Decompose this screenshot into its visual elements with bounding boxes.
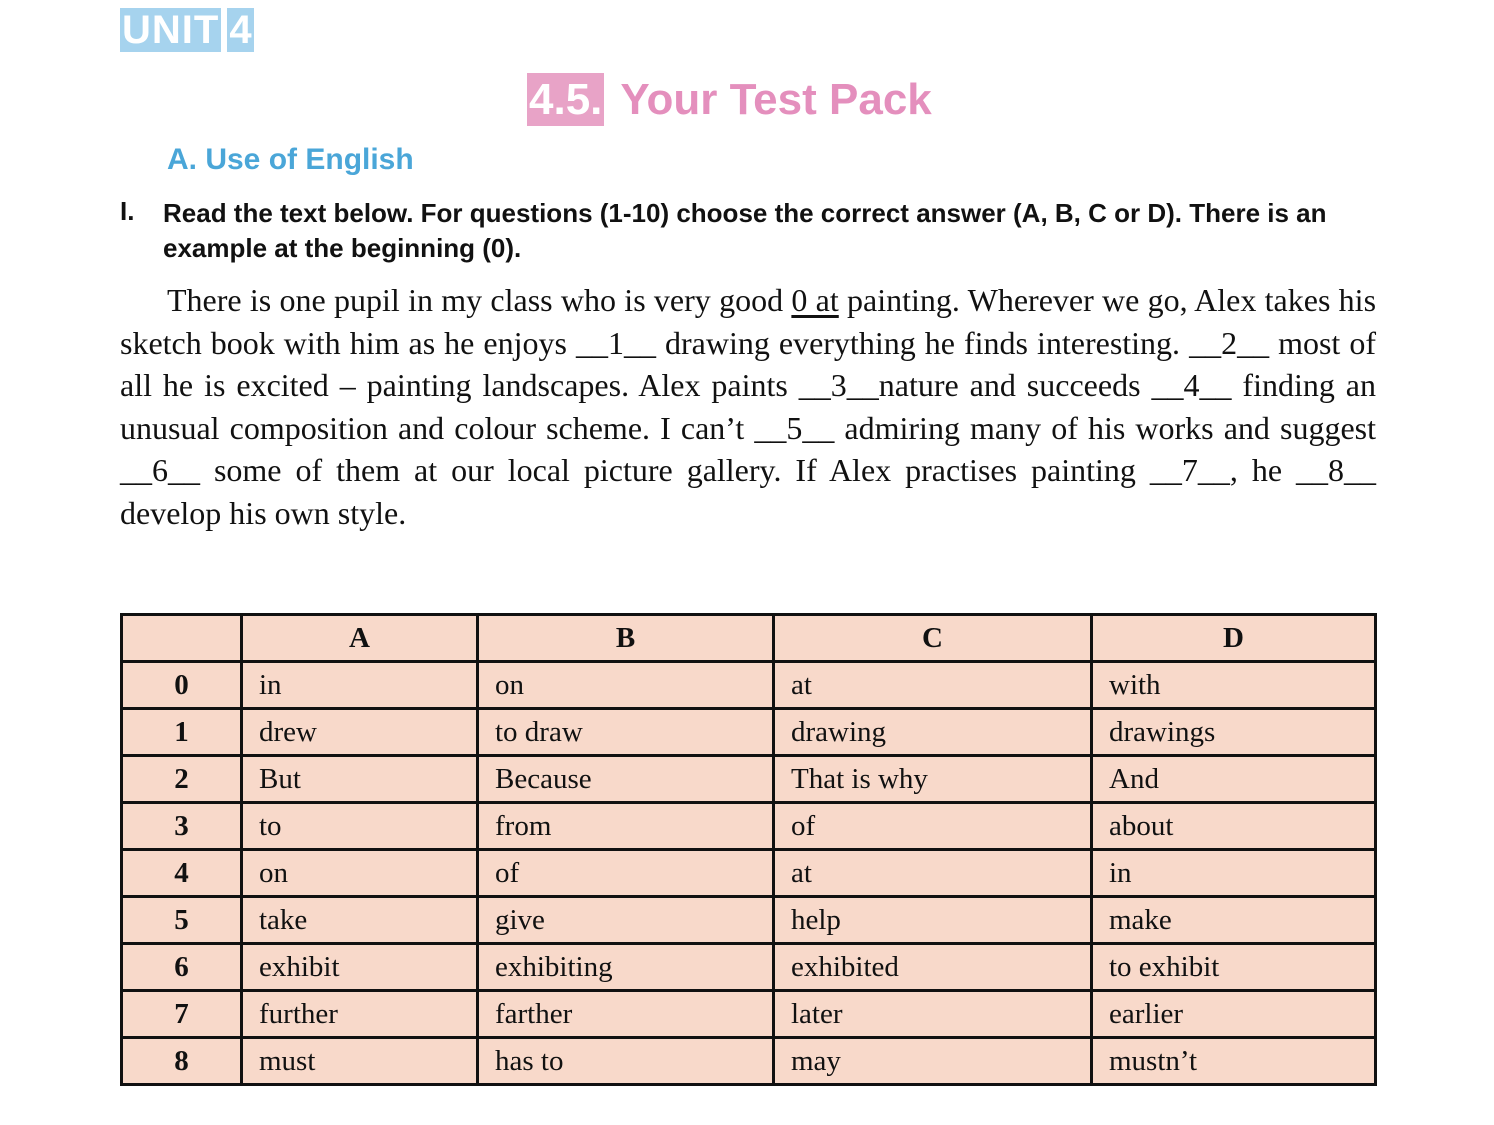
option-c: at: [774, 850, 1092, 897]
option-b: Because: [478, 756, 774, 803]
header-cell-c: C: [774, 615, 1092, 662]
option-b: farther: [478, 991, 774, 1038]
option-d: earlier: [1092, 991, 1376, 1038]
option-b: on: [478, 662, 774, 709]
table-row: [122, 991, 1376, 1038]
option-b: has to: [478, 1038, 774, 1085]
task-number: I.: [120, 196, 135, 226]
option-c: help: [774, 897, 1092, 944]
passage-part-1: There is one pupil in my class who is very good: [167, 282, 792, 318]
passage-example: 0 at: [791, 282, 839, 318]
option-c: later: [774, 991, 1092, 1038]
option-a: exhibit: [242, 944, 478, 991]
option-b: of: [478, 850, 774, 897]
passage-part-2: painting. Wherever we go, Alex takes his sketch book with him as he enjoys __1__ drawing everything he finds interesting. __2__ most of all he is excited – painting landscapes. Alex paints __3__nature and succeeds __4__ finding an unusual composition and colour scheme. I can’t __5__ admiring many of his works and suggest __6__ some of them at our local picture gallery. If Alex practises painting __7__, he __8__ develop his own style.: [120, 282, 1377, 531]
unit-label: [120, 8, 254, 52]
table-header-row: [122, 615, 1376, 662]
option-d: with: [1092, 662, 1376, 709]
reading-passage: [120, 279, 1376, 535]
option-d: drawings: [1092, 709, 1376, 756]
option-d: make: [1092, 897, 1376, 944]
option-d: about: [1092, 803, 1376, 850]
option-d: And: [1092, 756, 1376, 803]
option-d: to exhibit: [1092, 944, 1376, 991]
table-row: [122, 850, 1376, 897]
option-c: drawing: [774, 709, 1092, 756]
option-b: give: [478, 897, 774, 944]
option-c: That is why: [774, 756, 1092, 803]
answer-options-table: [120, 613, 1377, 1086]
option-a: in: [242, 662, 478, 709]
table-row: [122, 756, 1376, 803]
table-row: [122, 709, 1376, 756]
option-a: on: [242, 850, 478, 897]
option-c: may: [774, 1038, 1092, 1085]
unit-number: 4: [229, 8, 252, 52]
option-c: of: [774, 803, 1092, 850]
question-number: 0: [122, 662, 242, 709]
question-number: 6: [122, 944, 242, 991]
question-number: 1: [122, 709, 242, 756]
header-cell-b: B: [478, 615, 774, 662]
question-number: 7: [122, 991, 242, 1038]
header-cell-blank: [122, 615, 242, 662]
unit-word: UNIT: [122, 8, 220, 52]
lesson-title: Your Test Pack: [620, 74, 932, 124]
option-a: But: [242, 756, 478, 803]
table-row: [122, 1038, 1376, 1085]
table-row: [122, 897, 1376, 944]
option-c: at: [774, 662, 1092, 709]
option-b: exhibiting: [478, 944, 774, 991]
lesson-heading: [527, 73, 932, 126]
lesson-number: 4.5.: [529, 75, 603, 124]
option-a: drew: [242, 709, 478, 756]
option-b: from: [478, 803, 774, 850]
option-d: mustn’t: [1092, 1038, 1376, 1085]
question-number: 8: [122, 1038, 242, 1085]
question-number: 2: [122, 756, 242, 803]
option-a: take: [242, 897, 478, 944]
option-a: further: [242, 991, 478, 1038]
table-row: [122, 662, 1376, 709]
task-instructions: Read the text below. For questions (1-10) choose the correct answer (A, B, C or D). There is an example at the beginning (0).: [163, 198, 1327, 263]
question-number: 5: [122, 897, 242, 944]
option-a: to: [242, 803, 478, 850]
question-number: 3: [122, 803, 242, 850]
section-title: A. Use of English: [167, 143, 414, 176]
question-number: 4: [122, 850, 242, 897]
option-b: to draw: [478, 709, 774, 756]
option-d: in: [1092, 850, 1376, 897]
table-row: [122, 803, 1376, 850]
header-cell-a: A: [242, 615, 478, 662]
table-row: [122, 944, 1376, 991]
option-c: exhibited: [774, 944, 1092, 991]
header-cell-d: D: [1092, 615, 1376, 662]
option-a: must: [242, 1038, 478, 1085]
